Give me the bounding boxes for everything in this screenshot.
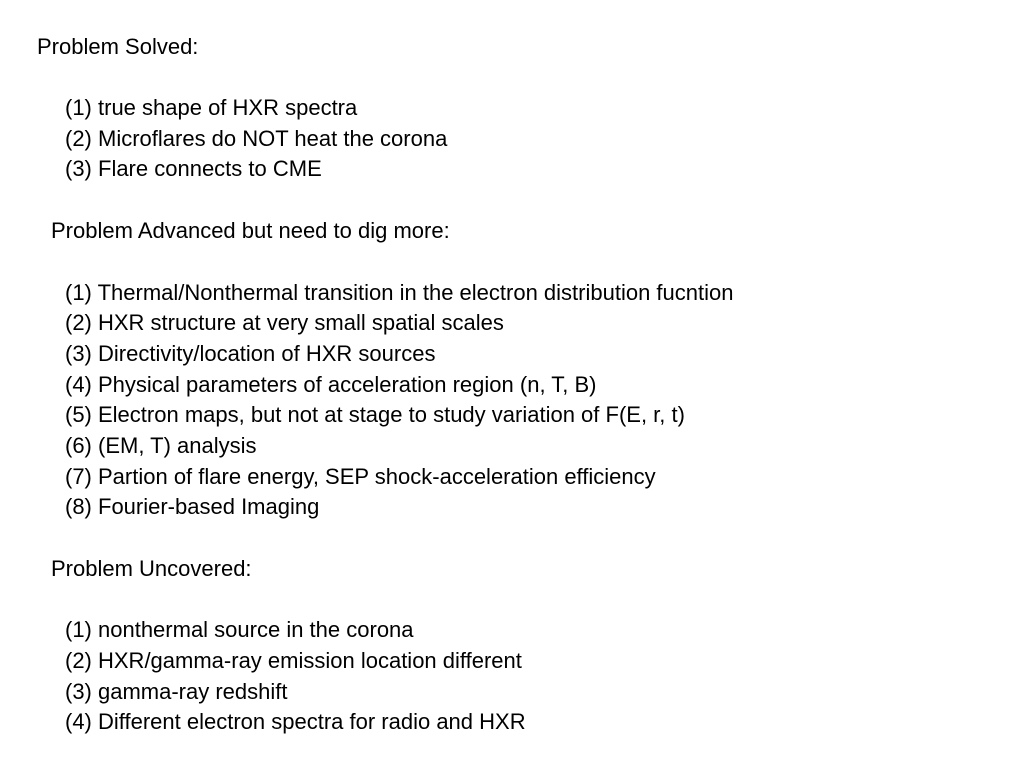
list-item: (1) nonthermal source in the corona bbox=[65, 617, 414, 642]
list-item: (2) HXR structure at very small spatial scales bbox=[65, 310, 504, 335]
section-heading-advanced: Problem Advanced but need to dig more: bbox=[51, 218, 450, 243]
list-item: (4) Physical parameters of acceleration region (n, T, B) bbox=[65, 372, 597, 397]
list-item: (5) Electron maps, but not at stage to study variation of F(E, r, t) bbox=[65, 402, 685, 427]
list-item: (4) Different electron spectra for radio and HXR bbox=[65, 709, 526, 734]
list-item: (2) Microflares do NOT heat the corona bbox=[65, 126, 448, 151]
list-item: (2) HXR/gamma-ray emission location different bbox=[65, 648, 522, 673]
list-item: (7) Partion of flare energy, SEP shock-acceleration efficiency bbox=[65, 464, 656, 489]
list-item: (8) Fourier-based Imaging bbox=[65, 494, 320, 519]
list-item: (3) gamma-ray redshift bbox=[65, 679, 288, 704]
list-item: (1) Thermal/Nonthermal transition in the electron distribution fucntion bbox=[65, 280, 734, 305]
list-item: (1) true shape of HXR spectra bbox=[65, 95, 358, 120]
list-item: (3) Flare connects to CME bbox=[65, 156, 322, 181]
section-heading-uncovered: Problem Uncovered: bbox=[51, 556, 252, 581]
list-item: (3) Directivity/location of HXR sources bbox=[65, 341, 436, 366]
list-item: (6) (EM, T) analysis bbox=[65, 433, 257, 458]
section-heading-solved: Problem Solved: bbox=[37, 34, 199, 59]
